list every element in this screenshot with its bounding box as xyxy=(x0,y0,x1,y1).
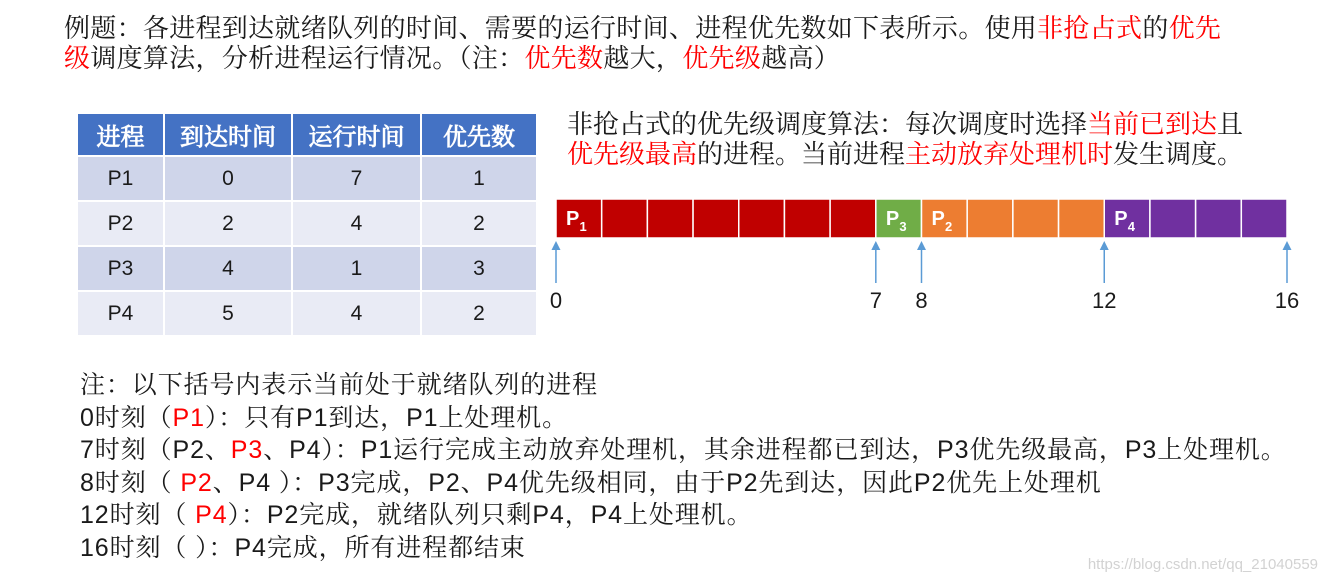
text-segment: 8时刻（ xyxy=(80,468,181,497)
gantt-label-subscript-p2: 2 xyxy=(945,219,953,234)
table-row xyxy=(77,156,537,201)
table-header-run-time: 运行时间 xyxy=(292,113,421,156)
table-cell: P1 xyxy=(77,156,164,201)
note-line xyxy=(80,499,1287,532)
gantt-cell-p4 xyxy=(1241,199,1287,238)
watermark: https://blog.csdn.net/qq_21040559 xyxy=(1087,556,1318,573)
text-segment: 0时刻（ xyxy=(80,403,173,432)
gantt-cell-p2 xyxy=(1059,199,1105,238)
table-row xyxy=(77,246,537,291)
time-arrow-head xyxy=(552,241,561,250)
text-segment: 16时刻（ ）：P4完成，所有进程都结束 xyxy=(80,533,526,562)
table-cell: 1 xyxy=(292,246,421,291)
note-line xyxy=(80,402,1287,435)
time-tick-label: 7 xyxy=(869,288,882,313)
note-line xyxy=(80,369,1287,402)
gantt-label-p4: P xyxy=(1114,208,1128,230)
table-cell: 2 xyxy=(421,291,537,336)
table-cell: P3 xyxy=(77,246,164,291)
table-cell: 4 xyxy=(292,201,421,246)
gantt-cell-p1 xyxy=(830,199,876,238)
text-segment: ）：P2完成，就绪队列只剩P4，P4上处理机。 xyxy=(227,501,753,530)
time-tick-label: 12 xyxy=(1092,288,1117,313)
table-header-arrival-time: 到达时间 xyxy=(164,113,292,156)
table-cell: 4 xyxy=(164,246,292,291)
emphasis-text: 非抢占式 xyxy=(1037,13,1143,43)
gantt-label-p3: P xyxy=(885,208,900,230)
table-cell: P4 xyxy=(77,291,164,336)
emphasis-text: 优先级 xyxy=(682,43,762,73)
text-segment: 例题：各进程到达就绪队列的时间、需要的运行时间、进程优先数如下表所示。使用 xyxy=(64,13,1038,43)
gantt-cell-p1 xyxy=(602,199,648,238)
table-cell: 4 xyxy=(292,291,421,336)
text-segment: 注：以下括号内表示当前处于就绪队列的进程 xyxy=(80,371,599,399)
text-segment: 且 xyxy=(1217,109,1244,139)
timeline-notes xyxy=(80,369,1287,565)
table-header-process: 进程 xyxy=(77,113,164,156)
note-line xyxy=(80,434,1287,467)
emphasis-text: 优先 xyxy=(1168,13,1222,43)
emphasis-text: P3 xyxy=(230,436,264,465)
emphasis-text: 优先级最高 xyxy=(567,139,698,169)
note-line xyxy=(80,467,1287,500)
problem-statement-line xyxy=(64,43,1221,73)
text-segment: 非抢占式的优先级调度算法：每次调度时选择 xyxy=(567,109,1088,139)
table-cell: 1 xyxy=(421,156,537,201)
table-cell: 3 xyxy=(421,246,537,291)
problem-statement-line xyxy=(64,13,1221,43)
table-cell: 2 xyxy=(164,201,292,246)
table-cell: 2 xyxy=(421,201,537,246)
algorithm-description xyxy=(567,109,1243,169)
gantt-cell-p2 xyxy=(1013,199,1059,238)
table-cell: P2 xyxy=(77,201,164,246)
gantt-cell-p1 xyxy=(739,199,785,238)
emphasis-text: 主动放弃处理机时 xyxy=(905,139,1114,169)
text-segment: 越大， xyxy=(603,43,683,73)
time-arrow-head xyxy=(917,241,926,250)
table-row xyxy=(77,201,537,246)
algorithm-description-line xyxy=(567,109,1243,139)
emphasis-text: 级 xyxy=(64,43,91,73)
text-segment: ）：只有P1到达，P1上处理机。 xyxy=(204,403,568,432)
table-cell: 7 xyxy=(292,156,421,201)
gantt-chart xyxy=(540,190,1310,320)
table-cell: 0 xyxy=(164,156,292,201)
time-arrow-head xyxy=(871,241,880,250)
gantt-cell-p4 xyxy=(1150,199,1196,238)
text-segment: 、P4）：P1运行完成主动放弃处理机，其余进程都已到达，P3优先级最高，P3上处理机。 xyxy=(263,436,1287,465)
time-arrow-head xyxy=(1100,241,1109,250)
emphasis-text: 当前已到达 xyxy=(1087,109,1218,139)
process-table xyxy=(76,112,538,337)
time-tick-label: 16 xyxy=(1274,288,1300,313)
gantt-cell-p2 xyxy=(967,199,1013,238)
text-segment: 7时刻（P2、 xyxy=(80,436,231,465)
emphasis-text: P1 xyxy=(172,403,205,432)
gantt-cell-p1 xyxy=(784,199,830,238)
gantt-label-subscript-p4: 4 xyxy=(1127,219,1135,234)
gantt-label-p2: P xyxy=(931,208,945,230)
algorithm-description-line xyxy=(567,139,1243,169)
table-row xyxy=(77,291,537,336)
text-segment: 、P4 ）：P3完成，P2、P4优先级相同，由于P2先到达，因此P2优先上处理机 xyxy=(212,468,1102,497)
problem-statement xyxy=(64,13,1221,73)
emphasis-text: P2 xyxy=(180,468,213,497)
text-segment: 调度算法，分析进程运行情况。（注： xyxy=(90,43,525,73)
table-header-row xyxy=(77,113,537,156)
text-segment: 发生调度。 xyxy=(1113,139,1244,169)
gantt-cell-p4 xyxy=(1196,199,1242,238)
emphasis-text: P4 xyxy=(195,501,228,530)
table-cell: 5 xyxy=(164,291,292,336)
time-arrow-head xyxy=(1283,241,1292,250)
text-segment: 12时刻（ xyxy=(80,501,196,530)
text-segment: 的进程。当前进程 xyxy=(697,139,906,169)
time-tick-label: 8 xyxy=(915,288,928,313)
text-segment: 的 xyxy=(1142,13,1169,43)
table-header-priority: 优先数 xyxy=(421,113,537,156)
gantt-cell-p1 xyxy=(647,199,693,238)
text-segment: 越高） xyxy=(761,43,841,73)
emphasis-text: 优先数 xyxy=(524,43,604,73)
gantt-label-p1: P xyxy=(566,208,580,230)
gantt-label-subscript-p1: 1 xyxy=(579,219,587,234)
gantt-cell-p1 xyxy=(693,199,739,238)
time-tick-label: 0 xyxy=(549,288,563,313)
gantt-label-subscript-p3: 3 xyxy=(899,219,907,234)
